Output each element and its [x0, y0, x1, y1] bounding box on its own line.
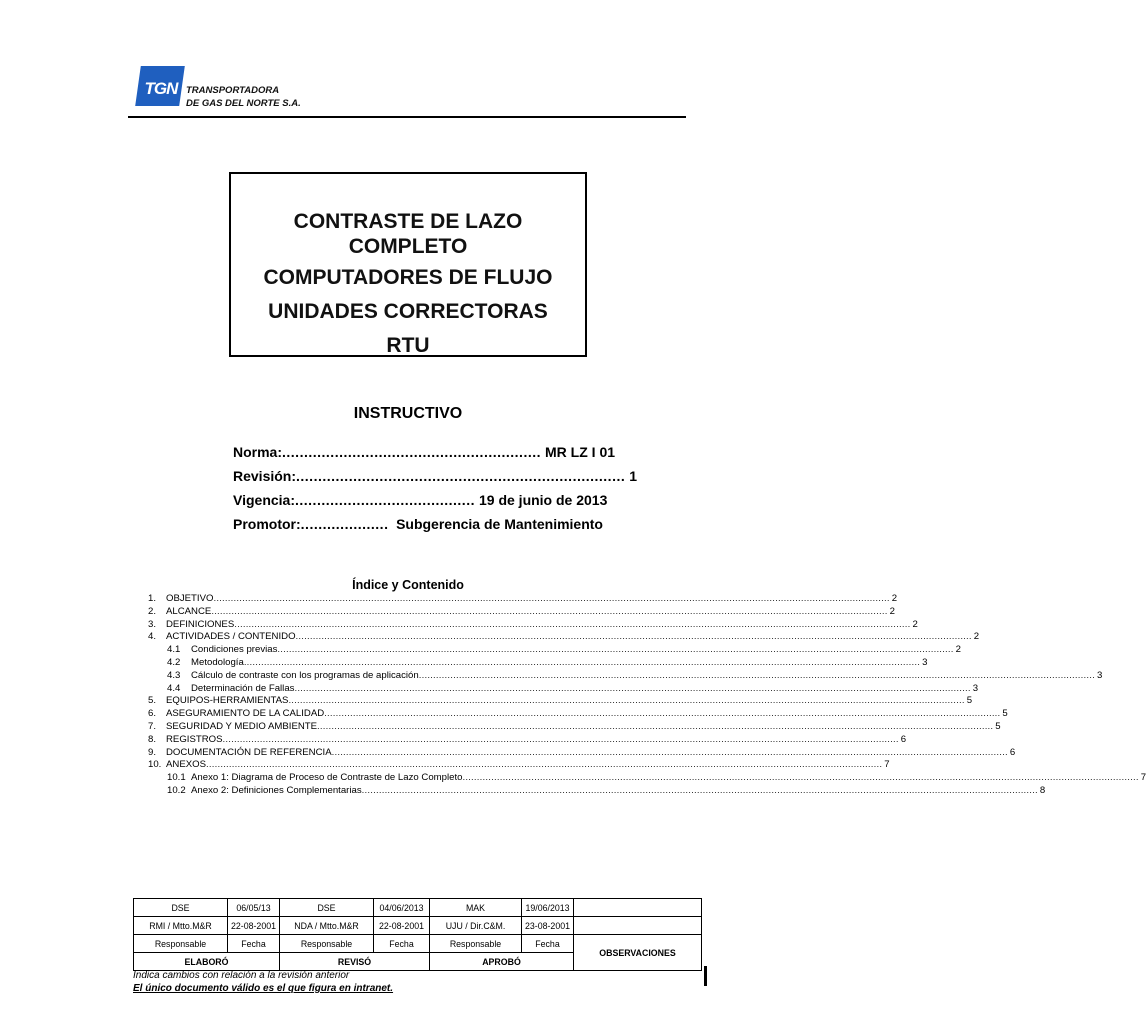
- toc-page: 7: [884, 759, 890, 771]
- toc-text: DEFINICIONES: [166, 618, 235, 630]
- meta-leader: ...........................................................: [282, 444, 542, 460]
- toc-leader: ............................................................................................................................................................................................................................................: [418, 669, 1095, 681]
- toc-text: Determinación de Fallas: [191, 682, 295, 694]
- toc-leader: ............................................................................................................................................................................................................................................: [206, 759, 883, 771]
- aprobo-initials: MAK: [430, 899, 522, 917]
- toc-number: 10.1: [167, 772, 186, 784]
- toc-text: ACTIVIDADES / CONTENIDO: [166, 631, 296, 643]
- approval-table: [133, 898, 702, 971]
- column-label: Fecha: [374, 935, 430, 953]
- column-label: Responsable: [280, 935, 374, 953]
- header-divider: [128, 116, 686, 118]
- toc-subitem[interactable]: [148, 669, 1103, 683]
- observaciones-cell: [574, 899, 702, 917]
- title-line-4: UNIDADES CORRECTORAS: [268, 300, 548, 323]
- elaboro-date: 06/05/13: [228, 899, 280, 917]
- toc-leader: ............................................................................................................................................................................................................................................: [277, 644, 954, 656]
- toc-number: 1.: [148, 593, 157, 604]
- document-type: INSTRUCTIVO: [353, 405, 463, 422]
- toc-text: DOCUMENTACIÓN DE REFERENCIA: [166, 746, 332, 758]
- toc-item[interactable]: [148, 733, 907, 747]
- toc-leader: ............................................................................................................................................................................................................................................: [324, 708, 1001, 720]
- toc-number: 2.: [148, 605, 157, 617]
- title-line-5: RTU: [386, 334, 430, 357]
- toc-page: 3: [1096, 669, 1103, 681]
- toc-item[interactable]: [148, 720, 1001, 734]
- toc-leader: ............................................................................................................................................................................................................................................: [294, 682, 971, 694]
- title-line-2: COMPLETO: [348, 235, 468, 258]
- observaciones-cell: [574, 917, 702, 935]
- toc-item[interactable]: [148, 695, 973, 708]
- toc-page: 5: [995, 720, 1001, 732]
- meta-label: Revisión:: [233, 468, 297, 484]
- aprobo-date: 19/06/2013: [522, 899, 574, 917]
- toc-item[interactable]: [148, 593, 898, 606]
- toc-page: 2: [891, 593, 898, 604]
- toc-item[interactable]: [148, 746, 1016, 760]
- meta-norma: [233, 444, 616, 460]
- toc-text: Anexo 2: Definiciones Complementarias: [191, 784, 362, 796]
- meta-value: 19 de junio de 2013: [478, 492, 608, 508]
- table-of-contents: [148, 593, 1146, 798]
- meta-leader: ...........................................................................: [296, 468, 626, 484]
- column-label: Responsable: [134, 935, 228, 953]
- elaboro-header: ELABORÓ: [134, 953, 280, 971]
- meta-label: Norma:: [233, 444, 283, 460]
- meta-vigencia: [233, 492, 608, 508]
- toc-leader: ............................................................................................................................................................................................................................................: [331, 746, 1008, 758]
- toc-number: 7.: [148, 720, 157, 732]
- elaboro-responsible: RMI / Mtto.M&R: [134, 917, 228, 935]
- toc-page: 7: [1140, 772, 1146, 784]
- toc-page: 2: [912, 618, 918, 630]
- company-name-line2: DE GAS DEL NORTE S.A.: [186, 98, 301, 109]
- aprobo-header: APROBÓ: [430, 953, 574, 971]
- aprobo-responsible: UJU / Dir.C&M.: [430, 917, 522, 935]
- toc-leader: ............................................................................................................................................................................................................................................: [234, 618, 911, 630]
- toc-number: 6.: [148, 708, 157, 720]
- toc-item[interactable]: [148, 708, 1008, 721]
- toc-number: 5.: [148, 695, 157, 707]
- toc-number: 9.: [148, 746, 157, 758]
- toc-leader: ............................................................................................................................................................................................................................................: [462, 772, 1139, 784]
- toc-item[interactable]: [148, 605, 895, 619]
- meta-label: Promotor:: [233, 516, 301, 532]
- toc-text: EQUIPOS-HERRAMIENTAS: [166, 695, 289, 707]
- toc-item[interactable]: [148, 618, 918, 632]
- meta-revision: [233, 468, 638, 484]
- reviso-initials: DSE: [280, 899, 374, 917]
- column-label: Fecha: [522, 935, 574, 953]
- toc-number: 4.2: [167, 656, 181, 668]
- table-row: [134, 917, 702, 935]
- title-line-1: CONTRASTE DE LAZO: [293, 210, 523, 233]
- toc-item[interactable]: [148, 631, 980, 644]
- toc-page: 6: [900, 733, 907, 745]
- meta-leader: .........................................: [295, 492, 475, 508]
- meta-promotor: [233, 516, 603, 532]
- toc-text: Condiciones previas: [191, 644, 278, 656]
- toc-text: ASEGURAMIENTO DE LA CALIDAD: [166, 708, 325, 720]
- toc-number: 10.: [148, 759, 162, 771]
- toc-leader: ............................................................................................................................................................................................................................................: [222, 733, 899, 745]
- toc-page: 3: [972, 682, 979, 694]
- column-label: Responsable: [430, 935, 522, 953]
- meta-value: 1: [629, 468, 638, 484]
- toc-subitem[interactable]: [148, 784, 1046, 798]
- toc-number: 10.2: [167, 784, 186, 796]
- observaciones-header: OBSERVACIONES: [574, 935, 702, 971]
- reviso-date: 04/06/2013: [374, 899, 430, 917]
- revision-note: Indica cambios con relación a la revisión anterior: [133, 970, 350, 981]
- change-bar-marker: [704, 966, 707, 986]
- toc-number: 3.: [148, 618, 157, 630]
- index-title: Índice y Contenido: [352, 578, 464, 592]
- toc-page: 5: [1002, 708, 1008, 720]
- toc-subitem[interactable]: [148, 772, 1146, 785]
- toc-page: 2: [955, 644, 961, 656]
- toc-text: Anexo 1: Diagrama de Proceso de Contraste de Lazo Completo: [191, 772, 463, 784]
- elaboro-initials: DSE: [134, 899, 228, 917]
- meta-value: Subgerencia de Mantenimiento: [396, 516, 603, 532]
- validity-note: El único documento válido es el que figura en intranet.: [133, 983, 394, 994]
- toc-text: ANEXOS: [166, 759, 206, 771]
- toc-text: ALCANCE: [166, 605, 212, 617]
- company-name: [186, 84, 301, 110]
- toc-page: 5: [966, 695, 973, 707]
- toc-text: Cálculo de contraste con los programas de aplicación: [191, 669, 419, 681]
- meta-label: Vigencia:: [233, 492, 295, 508]
- toc-page: 8: [1039, 784, 1046, 796]
- toc-number: 4.3: [167, 669, 181, 681]
- reviso-responsible: NDA / Mtto.M&R: [280, 917, 374, 935]
- toc-subitem[interactable]: [148, 682, 979, 696]
- column-label: Fecha: [228, 935, 280, 953]
- toc-number: 8.: [148, 733, 157, 745]
- toc-leader: ............................................................................................................................................................................................................................................: [288, 695, 965, 707]
- elaboro-date-original: 22-08-2001: [228, 917, 280, 935]
- document-title-box: [229, 172, 587, 357]
- title-line-3: COMPUTADORES DE FLUJO: [263, 266, 553, 289]
- toc-item[interactable]: [148, 759, 890, 772]
- toc-page: 2: [973, 631, 980, 643]
- toc-leader: ............................................................................................................................................................................................................................................: [213, 593, 890, 604]
- reviso-date-original: 22-08-2001: [374, 917, 430, 935]
- reviso-header: REVISÓ: [280, 953, 430, 971]
- toc-page: 6: [1009, 746, 1016, 758]
- toc-leader: ............................................................................................................................................................................................................................................: [243, 656, 921, 668]
- meta-leader: ....................: [300, 516, 389, 532]
- toc-text: SEGURIDAD Y MEDIO AMBIENTE: [166, 720, 318, 732]
- meta-value: MR LZ I 01: [545, 444, 616, 460]
- toc-leader: ............................................................................................................................................................................................................................................: [317, 720, 994, 732]
- toc-text: REGISTROS: [166, 733, 223, 745]
- toc-subitem[interactable]: [148, 656, 928, 670]
- company-name-line1: TRANSPORTADORA: [186, 85, 280, 96]
- table-row: [134, 935, 702, 953]
- toc-number: 4.: [148, 631, 157, 643]
- toc-text: OBJETIVO: [166, 593, 214, 604]
- toc-number: 4.4: [167, 682, 181, 694]
- toc-page: 3: [922, 656, 928, 668]
- aprobo-date-original: 23-08-2001: [522, 917, 574, 935]
- toc-subitem[interactable]: [148, 644, 961, 657]
- toc-leader: ............................................................................................................................................................................................................................................: [211, 605, 888, 617]
- table-row: [134, 899, 702, 917]
- toc-leader: ............................................................................................................................................................................................................................................: [295, 631, 972, 643]
- toc-leader: ............................................................................................................................................................................................................................................: [361, 784, 1038, 796]
- toc-number: 4.1: [167, 644, 181, 656]
- toc-text: Metodología: [191, 656, 244, 668]
- company-logo-initials: TGN: [144, 79, 178, 98]
- toc-page: 2: [889, 605, 895, 617]
